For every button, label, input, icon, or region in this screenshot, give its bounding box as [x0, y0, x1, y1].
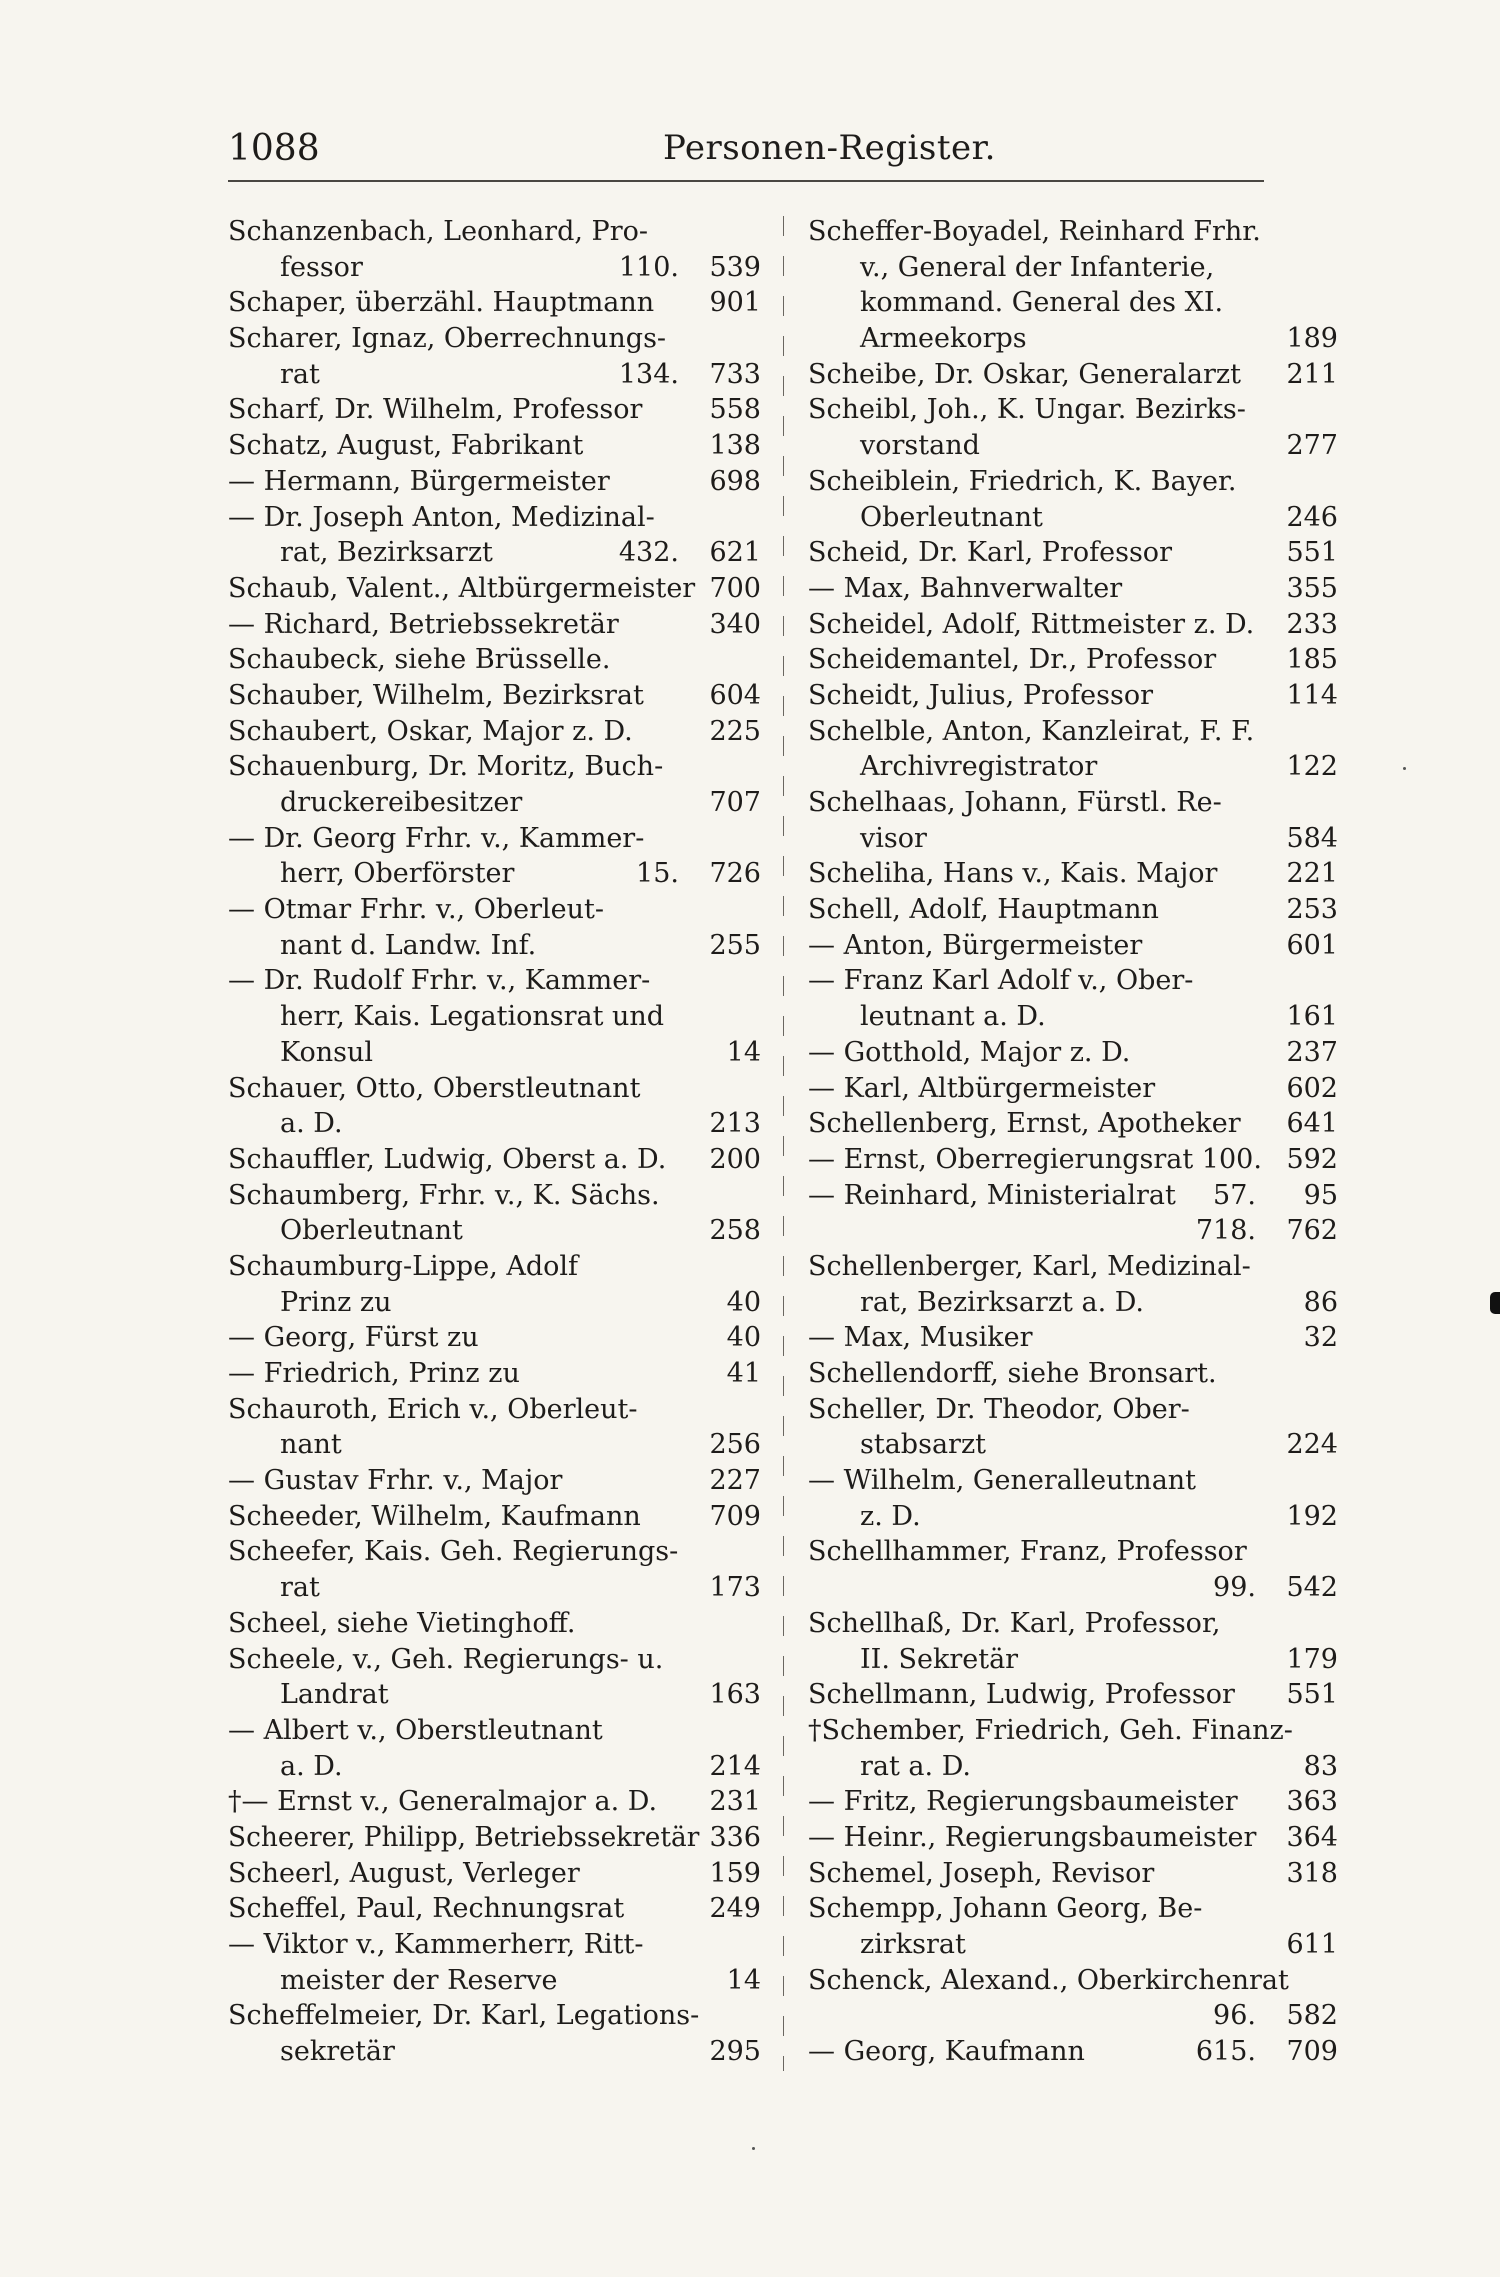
- register-line: [808, 642, 1338, 678]
- register-line: [808, 1071, 1338, 1107]
- entry-text: Schellhammer, Franz, Professor: [808, 1536, 1247, 1568]
- entry-text: rat, Bezirksarzt: [280, 537, 493, 569]
- entry-text: Scheele, v., Geh. Regierungs- u.: [228, 1643, 664, 1675]
- entry-secondary-page: 57.: [1213, 1179, 1256, 1211]
- entry-text: — Gustav Frhr. v., Major: [228, 1465, 563, 1497]
- entry-text: Schellhaß, Dr. Karl, Professor,: [808, 1607, 1221, 1639]
- scan-dot: [1403, 767, 1406, 770]
- register-line: [808, 1891, 1338, 1927]
- register-line: [228, 821, 761, 857]
- register-line: [808, 714, 1338, 750]
- entry-page-number: 709: [1286, 2036, 1338, 2068]
- register-line: [808, 321, 1338, 357]
- register-line: [228, 1642, 761, 1678]
- entry-text: zirksrat: [860, 1929, 966, 1960]
- entry-text: Scheller, Dr. Theodor, Ober-: [808, 1393, 1190, 1425]
- entry-text: Scheerl, August, Verleger: [228, 1857, 580, 1889]
- entry-page-number: 122: [1286, 751, 1338, 783]
- entry-text: — Georg, Fürst zu: [228, 1322, 479, 1354]
- entry-page-number: 611: [1286, 1929, 1338, 1960]
- entry-page-number: 733: [709, 358, 761, 390]
- entry-text: herr, Oberförster: [280, 858, 515, 890]
- entry-text: †Schember, Friedrich, Geh. Finanz-: [808, 1714, 1293, 1746]
- register-line: [228, 1713, 761, 1749]
- entry-text: vorstand: [860, 430, 980, 462]
- entry-page-number: 592: [1286, 1143, 1338, 1175]
- entry-text: — Ernst, Oberregierungsrat 100.: [808, 1143, 1262, 1175]
- entry-page-number: 161: [1286, 1001, 1338, 1033]
- register-line: [228, 785, 761, 821]
- entry-page-number: 295: [709, 2036, 761, 2068]
- register-line: [808, 1820, 1338, 1856]
- register-line: [808, 1499, 1338, 1535]
- register-line: [808, 607, 1338, 643]
- register-line: [228, 1570, 761, 1606]
- register-line: [228, 1820, 761, 1856]
- entry-secondary-page: 15.: [636, 858, 679, 890]
- entry-text: Schaper, überzähl. Hauptmann: [228, 287, 655, 319]
- entry-page-number: 14: [726, 1964, 761, 1996]
- entry-text: Schellendorff, siehe Bronsart.: [808, 1358, 1217, 1389]
- entry-page-number: 336: [709, 1821, 761, 1853]
- entry-text: Schauffler, Ludwig, Oberst a. D.: [228, 1143, 667, 1175]
- entry-text: II. Sekretär: [860, 1643, 1019, 1675]
- entry-secondary-page: 615.: [1195, 2036, 1256, 2068]
- entry-page-number: 551: [1286, 537, 1338, 569]
- left-column: [228, 214, 761, 2070]
- register-line: [228, 1320, 761, 1356]
- register-line: [228, 428, 761, 464]
- register-line: [228, 1534, 761, 1570]
- entry-text: a. D.: [280, 1108, 343, 1140]
- entry-text: Scheid, Dr. Karl, Professor: [808, 537, 1172, 569]
- register-line: [228, 1998, 761, 2034]
- register-line: [228, 1392, 761, 1428]
- entry-text: rat: [280, 358, 320, 390]
- entry-text: Konsul: [280, 1036, 373, 1068]
- entry-page-number: 224: [1286, 1429, 1338, 1461]
- register-line: [228, 285, 761, 321]
- entry-page-number: 114: [1286, 679, 1338, 711]
- entry-text: Schempp, Johann Georg, Be-: [808, 1893, 1203, 1925]
- entry-page-number: 709: [709, 1500, 761, 1532]
- entry-page-number: 200: [709, 1143, 761, 1175]
- entry-text: Oberleutnant: [280, 1215, 463, 1247]
- entry-text: Schaub, Valent., Altbürgermeister: [228, 572, 696, 604]
- register-line: [808, 785, 1338, 821]
- entry-text: Scheffer-Boyadel, Reinhard Frhr.: [808, 216, 1261, 247]
- register-line: [228, 1427, 761, 1463]
- entry-text: nant d. Landw. Inf.: [280, 929, 537, 961]
- register-line: [228, 357, 761, 393]
- entry-page-number: 363: [1286, 1786, 1338, 1818]
- register-line: [808, 1249, 1338, 1285]
- register-line: [808, 963, 1338, 999]
- register-line: [808, 1213, 1338, 1249]
- entry-text: Schelble, Anton, Kanzleirat, F. F.: [808, 715, 1255, 747]
- entry-text: — Viktor v., Kammerherr, Ritt-: [228, 1929, 644, 1960]
- register-line: [228, 1285, 761, 1321]
- entry-text: visor: [860, 822, 927, 854]
- entry-page-number: 355: [1286, 572, 1338, 604]
- entry-page-number: 277: [1286, 430, 1338, 462]
- register-line: [808, 1749, 1338, 1785]
- entry-text: — Dr. Georg Frhr. v., Kammer-: [228, 822, 645, 854]
- header-rule: [228, 180, 1264, 182]
- entry-text: meister der Reserve: [280, 1964, 558, 1996]
- register-line: [228, 749, 761, 785]
- entry-text: rat, Bezirksarzt a. D.: [860, 1286, 1145, 1318]
- register-line: [808, 1963, 1338, 1999]
- entry-secondary-page: 96.: [1213, 2000, 1256, 2032]
- entry-page-number: 179: [1286, 1643, 1338, 1675]
- register-line: [228, 571, 761, 607]
- entry-page-number: 558: [709, 394, 761, 426]
- page-header: [228, 126, 1264, 182]
- entry-page-number: 163: [709, 1679, 761, 1711]
- register-line: [808, 1784, 1338, 1820]
- entry-page-number: 221: [1286, 858, 1338, 890]
- register-line: [228, 856, 761, 892]
- register-line: [808, 285, 1338, 321]
- register-line: [228, 214, 761, 250]
- entry-page-number: 318: [1286, 1857, 1338, 1889]
- entry-secondary-page: 134.: [618, 358, 679, 390]
- register-line: [808, 428, 1338, 464]
- register-line: [808, 1427, 1338, 1463]
- entry-text: Scharer, Ignaz, Oberrechnungs-: [228, 323, 667, 355]
- register-line: [228, 1178, 761, 1214]
- register-line: [808, 571, 1338, 607]
- entry-page-number: 237: [1286, 1036, 1338, 1068]
- entry-text: — Franz Karl Adolf v., Ober-: [808, 965, 1194, 997]
- right-column: [808, 214, 1338, 2070]
- register-line: [808, 1320, 1338, 1356]
- entry-page-number: 95: [1303, 1179, 1338, 1211]
- entry-page-number: 173: [709, 1572, 761, 1604]
- register-line: [808, 1178, 1338, 1214]
- column-divider: [783, 216, 784, 2071]
- register-line: [808, 392, 1338, 428]
- entry-page-number: 214: [709, 1750, 761, 1782]
- entry-text: — Karl, Altbürgermeister: [808, 1072, 1156, 1104]
- register-line: [228, 1749, 761, 1785]
- register-line: [808, 821, 1338, 857]
- entry-page-number: 582: [1286, 2000, 1338, 2032]
- register-line: [808, 1463, 1338, 1499]
- entry-text: Oberleutnant: [860, 501, 1043, 533]
- entry-page-number: 698: [709, 465, 761, 497]
- register-line: [228, 1963, 761, 1999]
- register-line: [228, 963, 761, 999]
- register-line: [228, 607, 761, 643]
- entry-text: leutnant a. D.: [860, 1001, 1046, 1033]
- entry-page-number: 231: [709, 1786, 761, 1818]
- register-line: [808, 1998, 1338, 2034]
- entry-page-number: 340: [709, 608, 761, 640]
- entry-text: Schemel, Joseph, Revisor: [808, 1857, 1155, 1889]
- register-line: [228, 464, 761, 500]
- register-line: [228, 1142, 761, 1178]
- page-number: 1088: [228, 128, 320, 169]
- entry-text: Schatz, August, Fabrikant: [228, 430, 584, 462]
- entry-page-number: 551: [1286, 1679, 1338, 1711]
- entry-text: Scheel, siehe Vietinghoff.: [228, 1607, 576, 1639]
- entry-text: rat a. D.: [860, 1750, 971, 1782]
- entry-page-number: 192: [1286, 1500, 1338, 1532]
- entry-text: Landrat: [280, 1679, 389, 1711]
- entry-text: Scheerer, Philipp, Betriebssekretär: [228, 1821, 700, 1853]
- entry-page-number: 726: [709, 858, 761, 890]
- register-line: [228, 1891, 761, 1927]
- entry-secondary-page: 99.: [1213, 1572, 1256, 1604]
- entry-text: Schelhaas, Johann, Fürstl. Re-: [808, 787, 1222, 818]
- entry-text: stabsarzt: [860, 1429, 987, 1461]
- entry-text: — Reinhard, Ministerialrat: [808, 1179, 1176, 1211]
- entry-page-number: 41: [726, 1358, 761, 1389]
- entry-text: Scheibl, Joh., K. Ungar. Bezirks-: [808, 394, 1246, 426]
- register-line: [808, 2034, 1338, 2070]
- entry-text: Schaumberg, Frhr. v., K. Sächs.: [228, 1179, 660, 1211]
- register-line: [808, 1642, 1338, 1678]
- entry-page-number: 189: [1286, 323, 1338, 355]
- register-line: [808, 678, 1338, 714]
- entry-text: Scheffel, Paul, Rechnungsrat: [228, 1893, 625, 1925]
- entry-text: Scheiblein, Friedrich, K. Bayer.: [808, 465, 1237, 497]
- entry-page-number: 83: [1303, 1750, 1338, 1782]
- entry-text: Schell, Adolf, Hauptmann: [808, 894, 1159, 926]
- register-line: [228, 1927, 761, 1963]
- register-line: [808, 1356, 1338, 1392]
- register-line: [808, 928, 1338, 964]
- register-line: [808, 1534, 1338, 1570]
- entry-page-number: 159: [709, 1857, 761, 1889]
- entry-text: — Heinr., Regierungsbaumeister: [808, 1821, 1257, 1853]
- entry-page-number: 227: [709, 1465, 761, 1497]
- entry-page-number: 249: [709, 1893, 761, 1925]
- entry-page-number: 211: [1286, 358, 1338, 390]
- entry-text: Armeekorps: [860, 323, 1027, 355]
- register-line: [228, 1499, 761, 1535]
- register-line: [228, 392, 761, 428]
- entry-page-number: 185: [1286, 644, 1338, 676]
- entry-text: Scheidt, Julius, Professor: [808, 679, 1153, 711]
- entry-secondary-page: 718.: [1195, 1215, 1256, 1247]
- register-line: [228, 1106, 761, 1142]
- register-line: [228, 999, 761, 1035]
- entry-page-number: 601: [1286, 929, 1338, 961]
- register-line: [808, 1035, 1338, 1071]
- register-line: [808, 999, 1338, 1035]
- entry-text: Schellmann, Ludwig, Professor: [808, 1679, 1235, 1711]
- entry-text: — Anton, Bürgermeister: [808, 929, 1143, 961]
- entry-page-number: 700: [709, 572, 761, 604]
- entry-text: Schauer, Otto, Oberstleutnant: [228, 1072, 641, 1104]
- entry-secondary-page: 110.: [618, 251, 679, 283]
- register-line: [808, 1713, 1338, 1749]
- entry-text: — Friedrich, Prinz zu: [228, 1358, 520, 1389]
- register-line: [228, 1249, 761, 1285]
- entry-text: Scheidemantel, Dr., Professor: [808, 644, 1217, 676]
- entry-page-number: 707: [709, 787, 761, 818]
- entry-secondary-page: 432.: [618, 537, 679, 569]
- entry-text: — Max, Musiker: [808, 1322, 1033, 1354]
- register-line: [228, 1784, 761, 1820]
- entry-text: Schaubert, Oskar, Major z. D.: [228, 715, 633, 747]
- entry-text: v., General der Infanterie,: [860, 251, 1215, 283]
- entry-text: Prinz zu: [280, 1286, 392, 1318]
- register-line: [808, 1106, 1338, 1142]
- scan-mark: [1490, 1292, 1500, 1314]
- register-line: [228, 250, 761, 286]
- entry-text: — Gotthold, Major z. D.: [808, 1036, 1131, 1068]
- entry-page-number: 542: [1286, 1572, 1338, 1604]
- register-line: [808, 464, 1338, 500]
- register-line: [228, 500, 761, 536]
- register-line: [228, 642, 761, 678]
- entry-text: rat: [280, 1572, 320, 1604]
- register-line: [808, 1927, 1338, 1963]
- entry-text: — Wilhelm, Generalleutnant: [808, 1465, 1197, 1497]
- entry-page-number: 258: [709, 1215, 761, 1247]
- register-line: [808, 856, 1338, 892]
- entry-text: kommand. General des XI.: [860, 287, 1224, 319]
- entry-text: Schenck, Alexand., Oberkirchenrat: [808, 1964, 1289, 1996]
- entry-page-number: 256: [709, 1429, 761, 1461]
- register-line: [228, 1856, 761, 1892]
- entry-text: druckereibesitzer: [280, 787, 523, 818]
- entry-page-number: 621: [709, 537, 761, 569]
- entry-text: — Max, Bahnverwalter: [808, 572, 1123, 604]
- entry-text: Schaubeck, siehe Brüsselle.: [228, 644, 611, 676]
- register-line: [808, 749, 1338, 785]
- entry-text: Schauroth, Erich v., Oberleut-: [228, 1393, 638, 1425]
- register-line: [228, 714, 761, 750]
- entry-text: Scheliha, Hans v., Kais. Major: [808, 858, 1218, 890]
- entry-text: Schauber, Wilhelm, Bezirksrat: [228, 679, 644, 711]
- entry-page-number: 213: [709, 1108, 761, 1140]
- entry-text: Schanzenbach, Leonhard, Pro-: [228, 216, 648, 247]
- entry-text: z. D.: [860, 1500, 921, 1532]
- register-line: [228, 1463, 761, 1499]
- entry-text: fessor: [280, 251, 363, 283]
- entry-page-number: 604: [709, 679, 761, 711]
- entry-text: — Dr. Rudolf Frhr. v., Kammer-: [228, 965, 651, 997]
- entry-text: Schauenburg, Dr. Moritz, Buch-: [228, 751, 664, 783]
- register-line: [228, 1677, 761, 1713]
- register-line: [228, 1071, 761, 1107]
- entry-page-number: 233: [1286, 608, 1338, 640]
- entry-text: Schellenberg, Ernst, Apotheker: [808, 1108, 1241, 1140]
- register-line: [808, 1285, 1338, 1321]
- entry-text: Scheefer, Kais. Geh. Regierungs-: [228, 1536, 679, 1568]
- register-line: [228, 678, 761, 714]
- page-title: Personen-Register.: [663, 128, 996, 168]
- entry-text: nant: [280, 1429, 342, 1461]
- register-line: [228, 892, 761, 928]
- entry-text: — Dr. Joseph Anton, Medizinal-: [228, 501, 655, 533]
- entry-text: Scheibe, Dr. Oskar, Generalarzt: [808, 358, 1241, 390]
- entry-page-number: 40: [726, 1322, 761, 1354]
- register-line: [228, 1356, 761, 1392]
- entry-text: — Hermann, Bürgermeister: [228, 465, 610, 497]
- register-line: [808, 1142, 1338, 1178]
- register-line: [808, 1570, 1338, 1606]
- entry-text: — Albert v., Oberstleutnant: [228, 1714, 603, 1746]
- entry-text: — Otmar Frhr. v., Oberleut-: [228, 894, 604, 926]
- register-line: [228, 1035, 761, 1071]
- entry-page-number: 138: [709, 430, 761, 462]
- entry-text: sekretär: [280, 2036, 395, 2068]
- entry-text: a. D.: [280, 1750, 343, 1782]
- register-line: [228, 321, 761, 357]
- register-line: [808, 1392, 1338, 1428]
- register-line: [228, 1213, 761, 1249]
- register-line: [808, 892, 1338, 928]
- register-line: [808, 214, 1338, 250]
- entry-text: — Richard, Betriebssekretär: [228, 608, 619, 640]
- register-line: [808, 1606, 1338, 1642]
- entry-page-number: 246: [1286, 501, 1338, 533]
- register-line: [228, 2034, 761, 2070]
- entry-page-number: 364: [1286, 1821, 1338, 1853]
- entry-text: Scheidel, Adolf, Rittmeister z. D.: [808, 608, 1255, 640]
- entry-text: Scheeder, Wilhelm, Kaufmann: [228, 1500, 641, 1532]
- register-line: [228, 928, 761, 964]
- register-line: [808, 500, 1338, 536]
- entry-text: †— Ernst v., Generalmajor a. D.: [228, 1786, 658, 1818]
- register-line: [808, 535, 1338, 571]
- entry-text: — Fritz, Regierungsbaumeister: [808, 1786, 1238, 1818]
- entry-page-number: 641: [1286, 1108, 1338, 1140]
- entry-page-number: 602: [1286, 1072, 1338, 1104]
- entry-text: Schaumburg-Lippe, Adolf: [228, 1250, 579, 1282]
- entry-page-number: 14: [726, 1036, 761, 1068]
- register-line: [808, 357, 1338, 393]
- entry-text: — Georg, Kaufmann: [808, 2036, 1085, 2068]
- entry-page-number: 762: [1286, 1215, 1338, 1247]
- entry-text: Archivregistrator: [860, 751, 1098, 783]
- entry-text: Scharf, Dr. Wilhelm, Professor: [228, 394, 643, 426]
- entry-page-number: 253: [1286, 894, 1338, 926]
- entry-page-number: 86: [1303, 1286, 1338, 1318]
- scan-dot: [752, 2147, 755, 2150]
- entry-page-number: 40: [726, 1286, 761, 1318]
- register-line: [808, 1856, 1338, 1892]
- entry-page-number: 539: [709, 251, 761, 283]
- register-line: [228, 1606, 761, 1642]
- entry-page-number: 32: [1303, 1322, 1338, 1354]
- entry-text: herr, Kais. Legationsrat und: [280, 1001, 665, 1033]
- entry-text: Scheffelmeier, Dr. Karl, Legations-: [228, 2000, 700, 2032]
- register-line: [808, 1677, 1338, 1713]
- entry-page-number: 225: [709, 715, 761, 747]
- register-line: [808, 250, 1338, 286]
- entry-page-number: 255: [709, 929, 761, 961]
- register-line: [228, 535, 761, 571]
- entry-text: Schellenberger, Karl, Medizinal-: [808, 1250, 1251, 1282]
- entry-page-number: 584: [1286, 822, 1338, 854]
- entry-page-number: 901: [709, 287, 761, 319]
